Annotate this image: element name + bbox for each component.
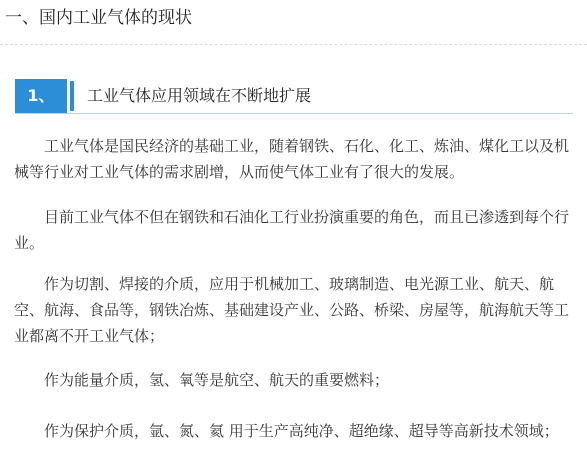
paragraph-text: 作为保护介质，氩、氮、氦 用于生产高纯净、超绝缘、超导等高新技术领域；: [44, 422, 559, 440]
paragraph-energy: [14, 367, 576, 393]
main-heading: 一、国内工业气体的现状: [5, 8, 192, 28]
section-accent-tick: [70, 81, 74, 111]
section-title: 工业气体应用领域在不断地扩展: [87, 86, 312, 105]
paragraph-text: 工业气体是国民经济的基础工业，随着钢铁、石化、化工、炼油、煤化工以及机械等行业对工业气体的需求剧增，从而使气体工业有了很大的发展。: [14, 137, 570, 181]
paragraph-penetration: [14, 204, 576, 256]
paragraph-cutting-welding: [14, 271, 576, 349]
paragraph-text: 作为能量介质，氢、氧等是航空、航天的重要燃料；: [44, 371, 390, 389]
section-number-badge: 1、: [15, 79, 67, 113]
section-header-bar: [15, 79, 573, 114]
heading-divider: [0, 44, 587, 45]
paragraph-intro: [14, 133, 576, 185]
paragraph-text: 作为切割、焊接的介质，应用于机械加工、玻璃制造、电光源工业、航天、航空、航海、食品等，钢铁冶炼、基础建设产业、公路、桥梁、房屋等，航海航天等工业都离不开工业气体；: [14, 275, 570, 345]
paragraph-text: 目前工业气体不但在钢铁和石油化工行业扮演重要的角色，而且已渗透到每个行业。: [14, 208, 570, 252]
paragraph-protection: [14, 418, 576, 444]
